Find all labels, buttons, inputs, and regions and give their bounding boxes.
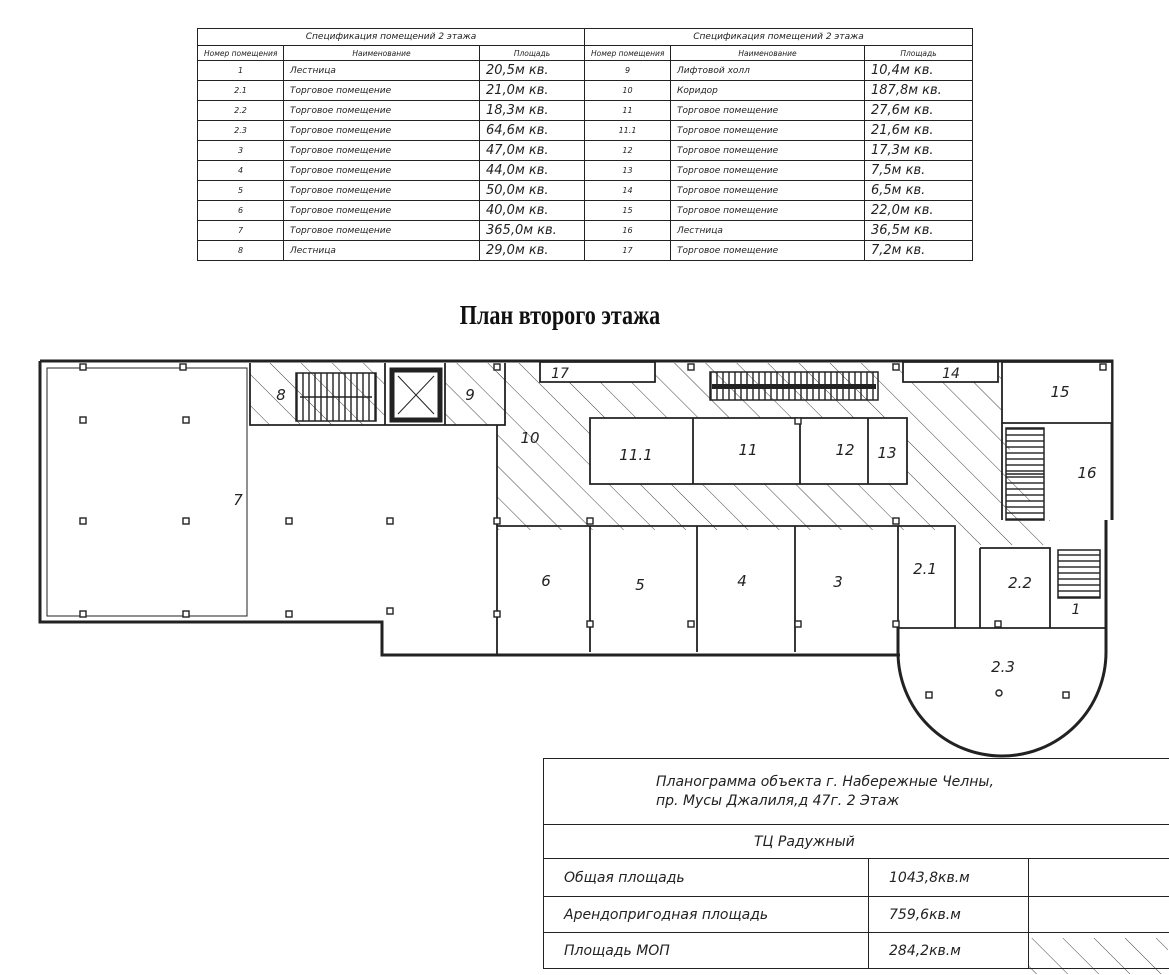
room-label-10: 10 [520,429,540,447]
object-description [544,759,1169,825]
room-area: 6,5м кв. [865,181,973,201]
room-name: Торговое помещение [284,81,480,101]
room-label-15: 15 [1050,383,1070,401]
room-name: Торговое помещение [671,161,865,181]
room-label-16: 16 [1077,464,1097,482]
col-header-number: Номер помещения [198,46,284,61]
room-name: Торговое помещение [284,181,480,201]
rentable-area-label: Арендопригодная площадь [544,897,869,933]
room-area: 21,0м кв. [480,81,585,101]
description-line-1: Планограмма объекта г. Набережные Челны, [656,773,994,790]
room-area: 20,5м кв. [480,61,585,81]
col-header-area: Площадь [480,46,585,61]
description-line-2: пр. Мусы Джалиля,д 47г. 2 Этаж [656,792,900,809]
room-area: 64,6м кв. [480,121,585,141]
mop-area-label: Площадь МОП [544,933,869,969]
total-area-label: Общая площадь [544,859,869,897]
room-area: 47,0м кв. [480,141,585,161]
room-name: Торговое помещение [671,201,865,221]
room-name: Торговое помещение [284,221,480,241]
room-label-6: 6 [541,572,551,590]
room-area: 40,0м кв. [480,201,585,221]
room-name: Торговое помещение [284,121,480,141]
room-label-4: 4 [737,572,747,590]
spec-heading-right: Спецификация помещений 2 этажа [585,29,973,46]
room-area: 27,6м кв. [865,101,973,121]
stairs-1 [1058,550,1100,598]
room-name: Лестница [284,241,480,261]
room-number: 12 [585,141,671,161]
room-area: 7,5м кв. [865,161,973,181]
room-number: 10 [585,81,671,101]
room-area: 44,0м кв. [480,161,585,181]
room-name: Торговое помещение [671,141,865,161]
room-number: 2.3 [198,121,284,141]
escalator [710,372,878,400]
room-number: 15 [585,201,671,221]
room-name: Торговое помещение [671,121,865,141]
room-label-2-1: 2.1 [913,560,937,578]
info-block [543,758,1169,969]
room-number: 11 [585,101,671,121]
room-name: Торговое помещение [671,241,865,261]
room-label-12: 12 [835,441,855,459]
room-name: Торговое помещение [671,181,865,201]
room-label-14: 14 [942,366,960,382]
room-area: 7,2м кв. [865,241,973,261]
col-header-number: Номер помещения [585,46,671,61]
room-number: 13 [585,161,671,181]
room-number: 5 [198,181,284,201]
room-area: 22,0м кв. [865,201,973,221]
room-area: 10,4м кв. [865,61,973,81]
room-number: 16 [585,221,671,241]
room-label-2-2: 2.2 [1008,574,1032,592]
mop-area-value: 284,2кв.м [869,933,1029,969]
room-label-11-1: 11.1 [619,446,653,464]
room-label-11: 11 [738,441,758,459]
room-label-13: 13 [877,444,897,462]
lift-9 [392,370,440,420]
room-number: 3 [198,141,284,161]
room-number: 11.1 [585,121,671,141]
room-area: 21,6м кв. [865,121,973,141]
stairs-8 [296,373,376,421]
room-name: Коридор [671,81,865,101]
room-number: 14 [585,181,671,201]
col-header-name: Наименование [671,46,865,61]
room-area: 18,3м кв. [480,101,585,121]
col-header-area: Площадь [865,46,973,61]
plan-title: План второго этажа [459,300,661,330]
room-number: 1 [198,61,284,81]
room-area: 36,5м кв. [865,221,973,241]
rentable-area-value: 759,6кв.м [869,897,1029,933]
room-number: 8 [198,241,284,261]
room-name: Торговое помещение [284,201,480,221]
room-area: 187,8м кв. [865,81,973,101]
room-name: Лестница [284,61,480,81]
room-label-17: 17 [551,366,569,382]
total-area-value: 1043,8кв.м [869,859,1029,897]
room-name: Лестница [671,221,865,241]
room-number: 2.1 [198,81,284,101]
room-label-2-3: 2.3 [991,658,1015,676]
room-name: Торговое помещение [284,161,480,181]
room-label-5: 5 [635,576,645,594]
room-label-1: 1 [1071,602,1081,618]
room-number: 9 [585,61,671,81]
room-label-3: 3 [833,573,843,591]
room-area: 29,0м кв. [480,241,585,261]
room-number: 4 [198,161,284,181]
col-header-name: Наименование [284,46,480,61]
stairs-16 [1006,428,1044,520]
room-name: Лифтовой холл [671,61,865,81]
room-number: 7 [198,221,284,241]
room-number: 6 [198,201,284,221]
room-number: 17 [585,241,671,261]
spec-heading-left: Спецификация помещений 2 этажа [198,29,585,46]
room-area: 17,3м кв. [865,141,973,161]
room-name: Торговое помещение [284,101,480,121]
room-label-9: 9 [465,386,475,404]
room-label-7: 7 [233,491,243,509]
room-label-8: 8 [276,386,286,404]
room-name: Торговое помещение [671,101,865,121]
room-area: 365,0м кв. [480,221,585,241]
room-name: Торговое помещение [284,141,480,161]
room-number: 2.2 [198,101,284,121]
room-area: 50,0м кв. [480,181,585,201]
center-name: ТЦ Радужный [544,825,1169,859]
